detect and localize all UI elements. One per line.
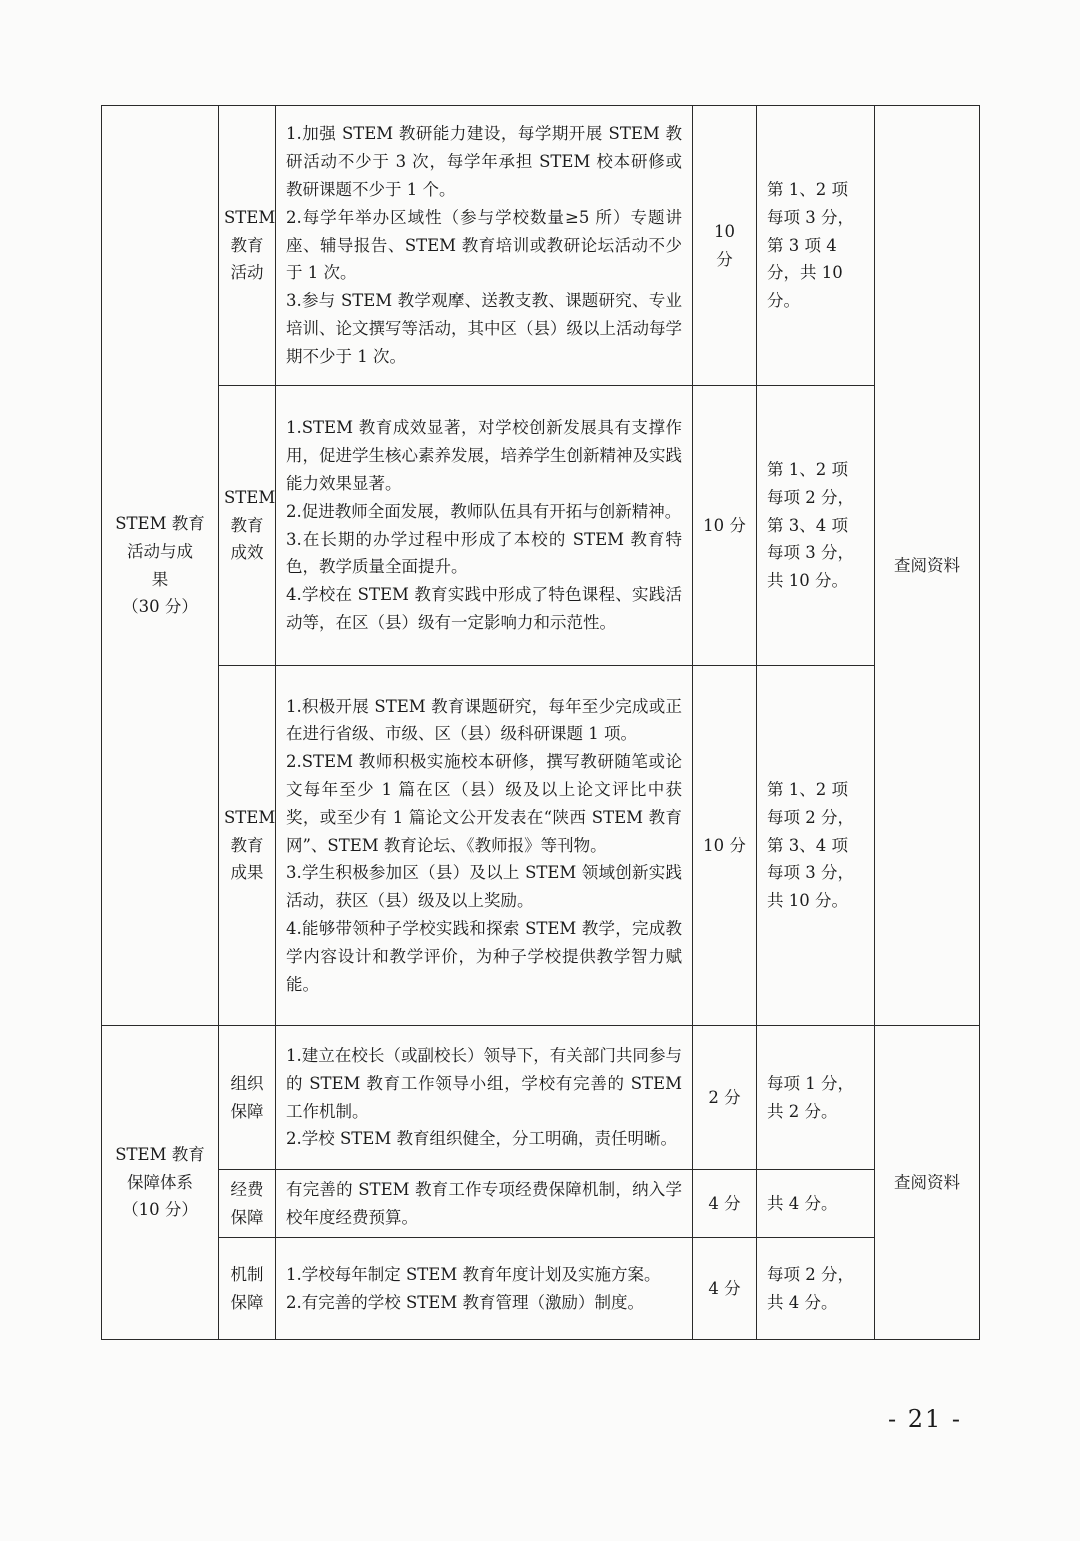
score-cell: 10 分 <box>693 666 757 1026</box>
criteria-item: 1.积极开展 STEM 教育课题研究，每年至少完成或正在进行省级、市级、区（县）级科研课题 1 项。 <box>286 696 682 744</box>
criteria-cell <box>276 666 693 1026</box>
criteria-item: 3.参与 STEM 教学观摩、送教支教、课题研究、专业培训、论文撰写等活动，其中区（县）级以上活动每学期不少于 1 次。 <box>286 291 682 366</box>
subcategory-label: 教育 <box>230 235 264 255</box>
criteria-cell <box>276 1026 693 1170</box>
criteria-cell <box>276 386 693 666</box>
score-cell: 2 分 <box>693 1026 757 1170</box>
subcategory-cell <box>219 106 276 386</box>
criteria-item: 1.加强 STEM 教研能力建设，每学期开展 STEM 教研活动不少于 3 次，每学年承担 STEM 校本研修或教研课题不少于 1 个。 <box>286 124 682 199</box>
score-cell: 10 分 <box>693 386 757 666</box>
subcategory-label: 保障 <box>230 1101 264 1121</box>
subcategory-label: 保障 <box>230 1292 264 1312</box>
category-label: （10 分） <box>122 1200 198 1220</box>
rule-text: 第 1、2 项 <box>767 780 848 799</box>
rule-text: 每项 3 分， <box>767 543 854 563</box>
subcategory-label: STEM <box>224 207 276 227</box>
criteria-cell <box>276 1238 693 1340</box>
subcategory-cell <box>219 386 276 666</box>
table-row <box>102 1170 980 1238</box>
rule-text: 每项 2 分， <box>767 487 854 507</box>
rule-cell <box>757 106 875 386</box>
rule-text: 第 3 项 4 <box>767 235 837 255</box>
criteria-item: 有完善的 STEM 教育工作专项经费保障机制，纳入学校年度经费预算。 <box>286 1179 682 1227</box>
rule-text: 每项 2 分， <box>767 1264 854 1284</box>
table-row <box>102 1238 980 1340</box>
subcategory-label: 教育 <box>230 835 264 855</box>
rule-cell <box>757 386 875 666</box>
subcategory-cell <box>219 1238 276 1340</box>
criteria-cell <box>276 106 693 386</box>
rule-text: 共 10 分。 <box>767 891 848 911</box>
subcategory-label: 成效 <box>230 543 264 563</box>
rule-text: 每项 3 分， <box>767 863 854 883</box>
subcategory-label: 保障 <box>230 1207 264 1227</box>
criteria-item: 1.建立在校长（或副校长）领导下，有关部门共同参与的 STEM 教育工作领导小组，学校有完善的 STEM 工作机制。 <box>286 1045 682 1121</box>
criteria-cell <box>276 1170 693 1238</box>
criteria-item: 4.能够带领种子学校实践和探索 STEM 教学，完成教学内容设计和教学评价，为种子学校提供教学智力赋能。 <box>286 918 682 994</box>
rule-text: 共 2 分。 <box>767 1101 838 1121</box>
score-cell: 4 分 <box>693 1238 757 1340</box>
method-cell: 查阅资料 <box>875 106 980 1026</box>
score-unit: 分 <box>716 249 733 269</box>
rule-text: 分，共 10 <box>767 263 843 283</box>
rule-text: 每项 1 分， <box>767 1073 854 1093</box>
rule-text: 共 10 分。 <box>767 571 848 591</box>
category-label: 保障体系 <box>127 1172 193 1192</box>
rule-text: 第 3、4 项 <box>767 835 848 855</box>
evaluation-table <box>101 105 980 1340</box>
category-label: 活动与成 <box>127 541 193 561</box>
rule-text: 第 3、4 项 <box>767 515 848 535</box>
rule-text: 共 4 分。 <box>767 1292 838 1312</box>
table-row <box>102 1026 980 1170</box>
subcategory-label: STEM <box>224 807 276 827</box>
criteria-item: 2.有完善的学校 STEM 教育管理（激励）制度。 <box>286 1292 644 1312</box>
criteria-item: 3.在长期的办学过程中形成了本校的 STEM 教育特色，教学质量全面提升。 <box>286 529 682 577</box>
criteria-item: 3.学生积极参加区（县）及以上 STEM 领域创新实践活动，获区（县）级及以上奖励。 <box>286 863 682 911</box>
score-cell <box>693 106 757 386</box>
rule-text: 第 1、2 项 <box>767 180 848 199</box>
subcategory-cell <box>219 666 276 1026</box>
subcategory-label: 教育 <box>230 515 264 535</box>
subcategory-label: STEM <box>224 487 276 507</box>
rule-text: 第 1、2 项 <box>767 460 848 479</box>
subcategory-label: 经费 <box>230 1179 264 1199</box>
criteria-item: 4.学校在 STEM 教育实践中形成了特色课程、实践活动等，在区（县）级有一定影响力和示范性。 <box>286 585 682 632</box>
criteria-item: 1.STEM 教育成效显著，对学校创新发展具有支撑作用，促进学生核心素养发展，培养学生创新精神及实践能力效果显著。 <box>286 418 682 493</box>
rule-cell <box>757 1026 875 1170</box>
page-number: - 21 - <box>888 1405 963 1433</box>
subcategory-label: 机制 <box>230 1264 264 1284</box>
rule-cell: 共 4 分。 <box>757 1170 875 1238</box>
subcategory-label: 组织 <box>230 1073 264 1093</box>
criteria-item: 2.学校 STEM 教育组织健全，分工明确，责任明晰。 <box>286 1129 677 1149</box>
category-label: STEM 教育 <box>115 513 205 533</box>
category-label: STEM 教育 <box>115 1144 205 1164</box>
method-cell: 查阅资料 <box>875 1026 980 1340</box>
criteria-item: 1.学校每年制定 STEM 教育年度计划及实施方案。 <box>286 1264 661 1284</box>
table-row <box>102 106 980 386</box>
table-row <box>102 666 980 1026</box>
subcategory-label: 活动 <box>230 263 264 283</box>
rule-cell <box>757 1238 875 1340</box>
category-cell-activities <box>102 106 219 1026</box>
rule-text: 分。 <box>767 291 800 311</box>
subcategory-cell <box>219 1026 276 1170</box>
rule-text: 每项 3 分， <box>767 207 854 227</box>
criteria-item: 2.STEM 教师积极实施校本研修，撰写教研随笔或论文每年至少 1 篇在区（县）级及以上论文评比中获奖，或至少有 1 篇论文公开发表在“陕西 STEM 教育网”、STEM 教育论坛、《教师报》等刊物。 <box>286 752 682 855</box>
category-cell-support <box>102 1026 219 1340</box>
criteria-item: 2.每学年举办区域性（参与学校数量≥5 所）专题讲座、辅导报告、STEM 教育培训或教研论坛活动不少于 1 次。 <box>286 207 682 283</box>
subcategory-label: 成果 <box>230 863 264 883</box>
category-label: （30 分） <box>122 597 198 617</box>
score-cell: 4 分 <box>693 1170 757 1238</box>
category-label: 果 <box>151 569 169 589</box>
rule-cell <box>757 666 875 1026</box>
table-row <box>102 386 980 666</box>
criteria-item: 2.促进教师全面发展，教师队伍具有开拓与创新精神。 <box>286 501 682 521</box>
subcategory-cell <box>219 1170 276 1238</box>
rule-text: 每项 2 分， <box>767 807 854 827</box>
score-value: 10 <box>714 221 735 241</box>
